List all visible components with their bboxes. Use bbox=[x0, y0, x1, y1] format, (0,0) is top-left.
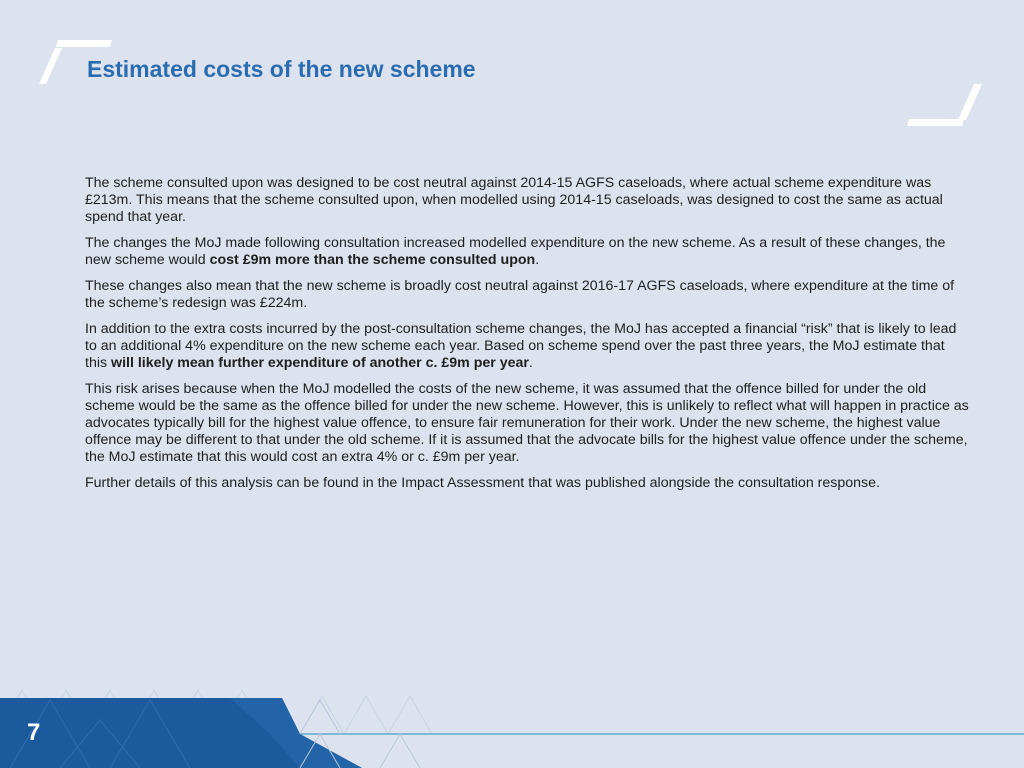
page-number: 7 bbox=[27, 719, 41, 746]
paragraph-text: The changes the MoJ made following consultation increased modelled expenditure on the new scheme. As a result of these changes, the new scheme would bbox=[85, 235, 946, 268]
emphasis-text: cost £9m more than the scheme consulted upon bbox=[209, 252, 536, 268]
body-paragraph bbox=[85, 321, 970, 372]
corner-bracket-bottom-right-icon bbox=[906, 82, 986, 132]
body-paragraph bbox=[85, 475, 970, 492]
body-paragraph bbox=[85, 175, 970, 226]
paragraph-text: . bbox=[528, 355, 533, 371]
paragraph-text: These changes also mean that the new scheme is broadly cost neutral against 2016-17 AGFS caseloads, where expenditure at the time of the scheme’s redesign was £224m. bbox=[85, 278, 955, 311]
slide-title: Estimated costs of the new scheme bbox=[87, 56, 476, 82]
footer-band bbox=[0, 690, 1024, 768]
body-paragraph bbox=[85, 381, 970, 466]
body-paragraph bbox=[85, 278, 970, 312]
paragraph-text: The scheme consulted upon was designed to be cost neutral against 2014-15 AGFS caseloads, where actual scheme expenditure was £213m. This means that the scheme consulted upon, when modelled using 2014-15 caseloads, was designed to cost the same as actual spend that year. bbox=[85, 175, 943, 225]
paragraph-text: In addition to the extra costs incurred by the post-consultation scheme changes, the MoJ has accepted a financial “risk” that is likely to lead to an additional 4% expenditure on the new scheme each year. Based on scheme spend over the past three years, the MoJ estimate that this bbox=[85, 321, 957, 371]
paragraph-text: . bbox=[535, 252, 540, 268]
body-paragraph bbox=[85, 235, 970, 269]
body-text bbox=[85, 175, 970, 501]
emphasis-text: will likely mean further expenditure of another c. £9m per year bbox=[111, 355, 529, 371]
paragraph-text: This risk arises because when the MoJ modelled the costs of the new scheme, it was assumed that the offence billed for under the old scheme would be the same as the offence billed for under the new scheme. However, this is unlikely to reflect what will happen in practice as advocates typically bill for the highest value offence, to ensure fair remuneration for their work. Under the new scheme, the highest value offence may be different to that under the old scheme. If it is assumed that the advocate bills for the highest value offence under the scheme, the MoJ estimate that this would cost an extra 4% or c. £9m per year. bbox=[85, 381, 969, 465]
paragraph-text: Further details of this analysis can be found in the Impact Assessment that was published alongside the consultation response. bbox=[85, 475, 880, 491]
